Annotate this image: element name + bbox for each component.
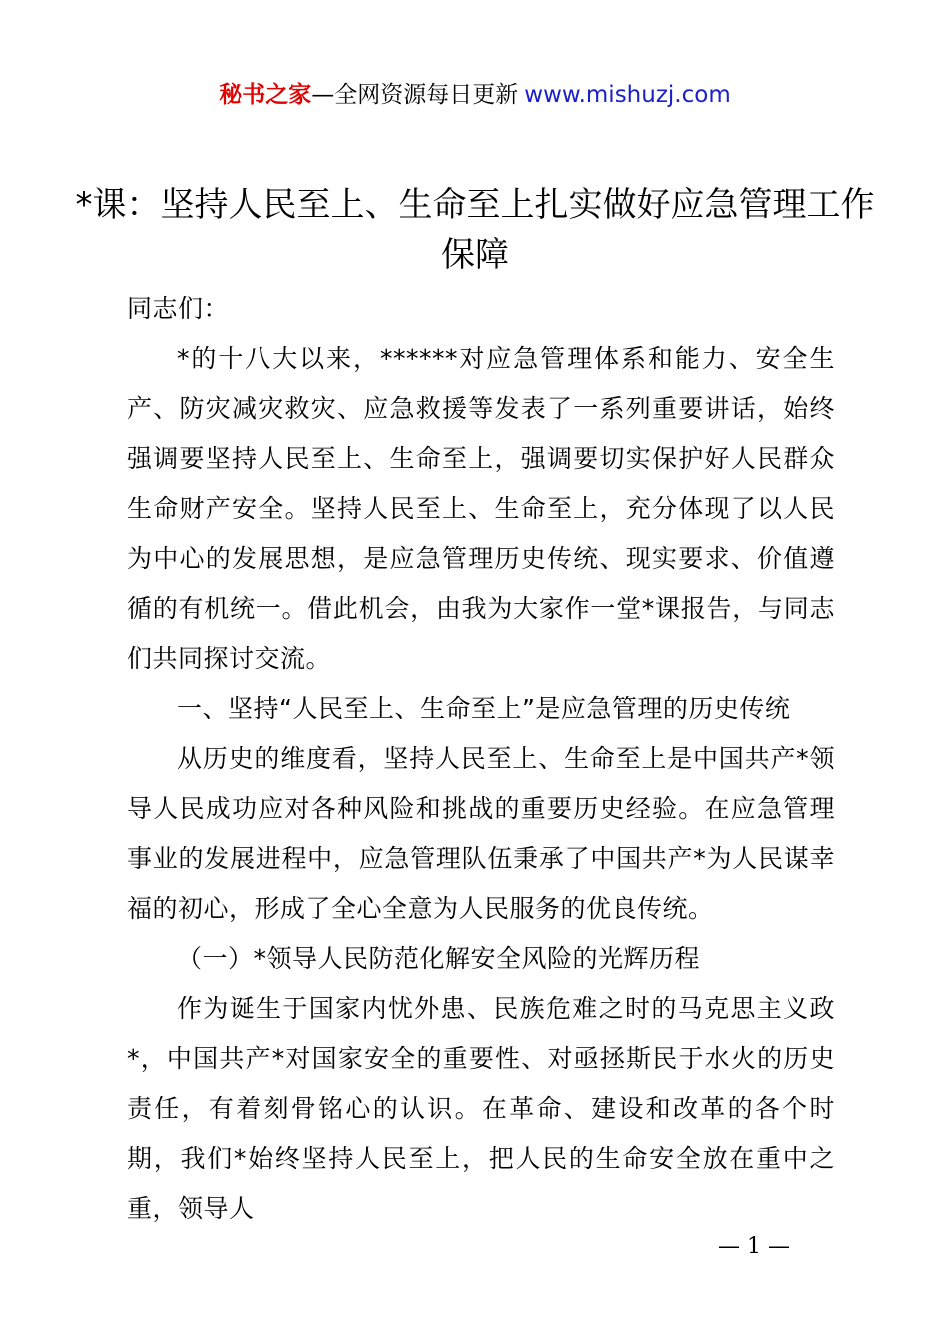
salutation: 同志们：: [127, 294, 230, 323]
body-paragraph: *的十八大以来，******对应急管理体系和能力、安全生产、防灾减灾救灾、应急救援等发表了一系列重要讲话，始终强调要坚持人民至上、生命至上，强调要切实保护好人民群众生命财产安全。坚持人民至上、生命至上，充分体现了以人民为中心的发展思想，是应急管理历史传统、现实要求、价值遵循的有机统一。借此机会，由我为大家作一堂*课报告，与同志们共同探讨交流。: [127, 344, 835, 673]
body-paragraph: 从历史的维度看，坚持人民至上、生命至上是中国共产*领导人民成功应对各种风险和挑战的重要历史经验。在应急管理事业的发展进程中，应急管理队伍秉承了中国共产*为人民谋幸福的初心，形成了全心全意为人民服务的优良传统。: [127, 744, 835, 923]
page-number: — 1 —: [718, 1234, 790, 1259]
body-paragraph: 作为诞生于国家内忧外患、民族危难之时的马克思主义政*，中国共产*对国家安全的重要性、对亟拯斯民于水火的历史责任，有着刻骨铭心的认识。在革命、建设和改革的各个时期，我们*始终坚持人民至上，把人民的生命安全放在重中之重，领导人: [127, 994, 835, 1223]
document-title: *课：坚持人民至上、生命至上扎实做好应急管理工作保障: [75, 185, 875, 275]
document-body: [127, 284, 835, 1234]
site-tagline: —全网资源每日更新: [311, 82, 519, 108]
site-header: [0, 78, 950, 112]
section-heading: 一、坚持“人民至上、生命至上”是应急管理的历史传统: [177, 694, 791, 723]
subsection-heading: （一）*领导人民防范化解安全风险的光辉历程: [177, 944, 701, 973]
site-brand: 秘书之家: [219, 82, 312, 108]
site-url-link[interactable]: www.mishuzj.com: [524, 82, 731, 108]
